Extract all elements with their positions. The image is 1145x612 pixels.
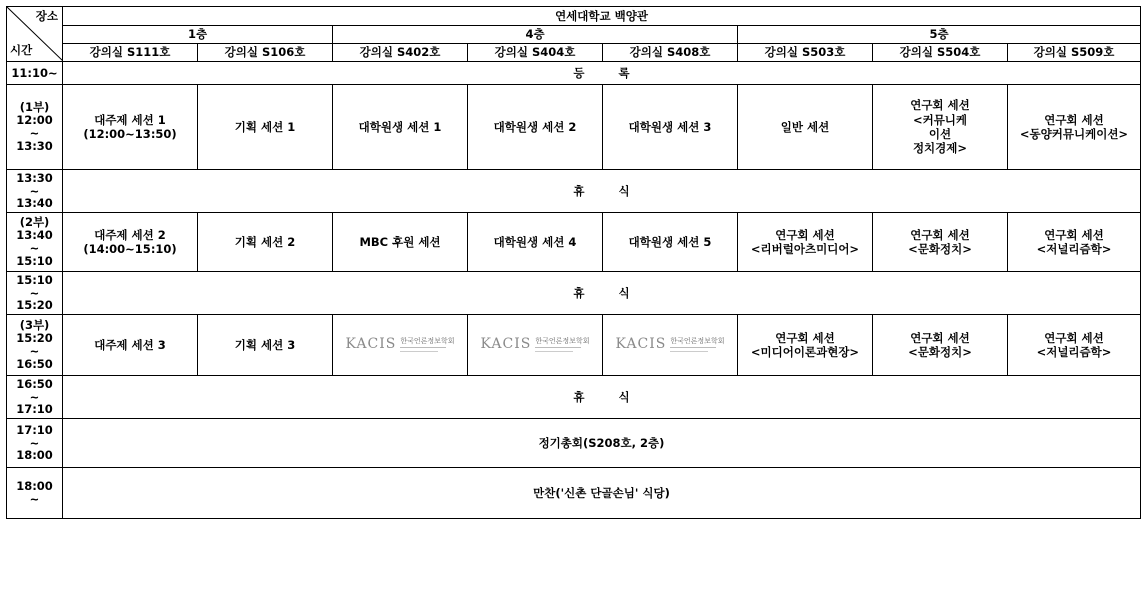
row-registration bbox=[7, 62, 1141, 85]
time-cell: (1부) 12:00 ~ 13:30 bbox=[7, 85, 63, 170]
room-s503: 강의실 S503호 bbox=[738, 44, 873, 62]
session-cell: 연구회 세션 <미디어이론과현장> bbox=[738, 315, 873, 376]
time-cell: 15:10 ~ 15:20 bbox=[7, 272, 63, 315]
break-cell bbox=[63, 170, 1141, 213]
session-cell: 대학원생 세션 4 bbox=[468, 213, 603, 272]
time-cell: 18:00 ~ bbox=[7, 468, 63, 519]
schedule-container bbox=[6, 6, 1141, 519]
time-cell: 13:30 ~ 13:40 bbox=[7, 170, 63, 213]
break-label: 휴식 bbox=[573, 183, 664, 198]
session-cell: 일반 세션 bbox=[738, 85, 873, 170]
session-cell: MBC 후원 세션 bbox=[333, 213, 468, 272]
floor-1: 1층 bbox=[63, 26, 333, 44]
row-session1 bbox=[7, 85, 1141, 170]
time-cell: 16:50 ~ 17:10 bbox=[7, 376, 63, 419]
room-s106: 강의실 S106호 bbox=[198, 44, 333, 62]
kacis-logo bbox=[346, 336, 455, 354]
session-cell: 대학원생 세션 1 bbox=[333, 85, 468, 170]
room-s404: 강의실 S404호 bbox=[468, 44, 603, 62]
logo-mark: KACIS bbox=[345, 336, 397, 353]
venue-title: 연세대학교 백양관 bbox=[63, 7, 1141, 26]
row-session3 bbox=[7, 315, 1141, 376]
session-cell: 기획 세션 2 bbox=[198, 213, 333, 272]
session-cell: 대주제 세션 1 (12:00~13:50) bbox=[63, 85, 198, 170]
session-cell: 대학원생 세션 3 bbox=[603, 85, 738, 170]
session-cell: 연구회 세션 <리버럴아츠미디어> bbox=[738, 213, 873, 272]
time-cell: (2부) 13:40 ~ 15:10 bbox=[7, 213, 63, 272]
session-cell: 연구회 세션 <문화정치> bbox=[873, 213, 1008, 272]
logo-cell bbox=[468, 315, 603, 376]
logo-mark: KACIS bbox=[615, 336, 667, 353]
kacis-logo bbox=[616, 336, 725, 354]
logo-name: 한국언론정보학회 bbox=[670, 336, 725, 345]
corner-cell bbox=[7, 7, 63, 62]
logo-cell bbox=[603, 315, 738, 376]
break-label: 휴식 bbox=[573, 389, 664, 404]
registration-label: 등록 bbox=[573, 65, 664, 80]
floor-4: 4층 bbox=[333, 26, 738, 44]
room-s111: 강의실 S111호 bbox=[63, 44, 198, 62]
time-cell: (3부) 15:20 ~ 16:50 bbox=[7, 315, 63, 376]
corner-time-label: 시간 bbox=[10, 42, 33, 57]
time-cell: 17:10 ~ 18:00 bbox=[7, 419, 63, 468]
session-cell: 기획 세션 1 bbox=[198, 85, 333, 170]
row-break1 bbox=[7, 170, 1141, 213]
header-row-rooms bbox=[7, 44, 1141, 62]
logo-cell bbox=[333, 315, 468, 376]
session-cell: 대학원생 세션 5 bbox=[603, 213, 738, 272]
row-dinner bbox=[7, 468, 1141, 519]
break-label: 휴식 bbox=[573, 285, 664, 300]
floor-5: 5층 bbox=[738, 26, 1141, 44]
dinner-label: 만찬('신촌 단골손님' 식당) bbox=[63, 468, 1141, 519]
break-cell bbox=[63, 272, 1141, 315]
row-session2 bbox=[7, 213, 1141, 272]
row-general-meeting bbox=[7, 419, 1141, 468]
row-break2 bbox=[7, 272, 1141, 315]
general-meeting-label: 정기총회(S208호, 2층) bbox=[63, 419, 1141, 468]
kacis-logo bbox=[481, 336, 590, 354]
logo-name: 한국언론정보학회 bbox=[400, 336, 455, 345]
room-s408: 강의실 S408호 bbox=[603, 44, 738, 62]
room-s509: 강의실 S509호 bbox=[1008, 44, 1141, 62]
session-cell: 연구회 세션 <문화정치> bbox=[873, 315, 1008, 376]
session-cell: 연구회 세션 <저널리즘학> bbox=[1008, 315, 1141, 376]
header-row-floors bbox=[7, 26, 1141, 44]
schedule-table bbox=[6, 6, 1141, 519]
session-cell: 기획 세션 3 bbox=[198, 315, 333, 376]
room-s402: 강의실 S402호 bbox=[333, 44, 468, 62]
session-cell: 연구회 세션 <커뮤니케 이션 정치경제> bbox=[873, 85, 1008, 170]
session-cell: 연구회 세션 <동양커뮤니케이션> bbox=[1008, 85, 1141, 170]
logo-name: 한국언론정보학회 bbox=[535, 336, 590, 345]
header-row-venue bbox=[7, 7, 1141, 26]
room-s504: 강의실 S504호 bbox=[873, 44, 1008, 62]
break-cell bbox=[63, 376, 1141, 419]
session-cell: 대주제 세션 3 bbox=[63, 315, 198, 376]
row-break3 bbox=[7, 376, 1141, 419]
corner-place-label: 장소 bbox=[35, 9, 58, 23]
session-cell: 대학원생 세션 2 bbox=[468, 85, 603, 170]
session-cell: 연구회 세션 <저널리즘학> bbox=[1008, 213, 1141, 272]
logo-mark: KACIS bbox=[480, 336, 532, 353]
time-cell: 11:10~ bbox=[7, 62, 63, 85]
registration-cell bbox=[63, 62, 1141, 85]
session-cell: 대주제 세션 2 (14:00~15:10) bbox=[63, 213, 198, 272]
